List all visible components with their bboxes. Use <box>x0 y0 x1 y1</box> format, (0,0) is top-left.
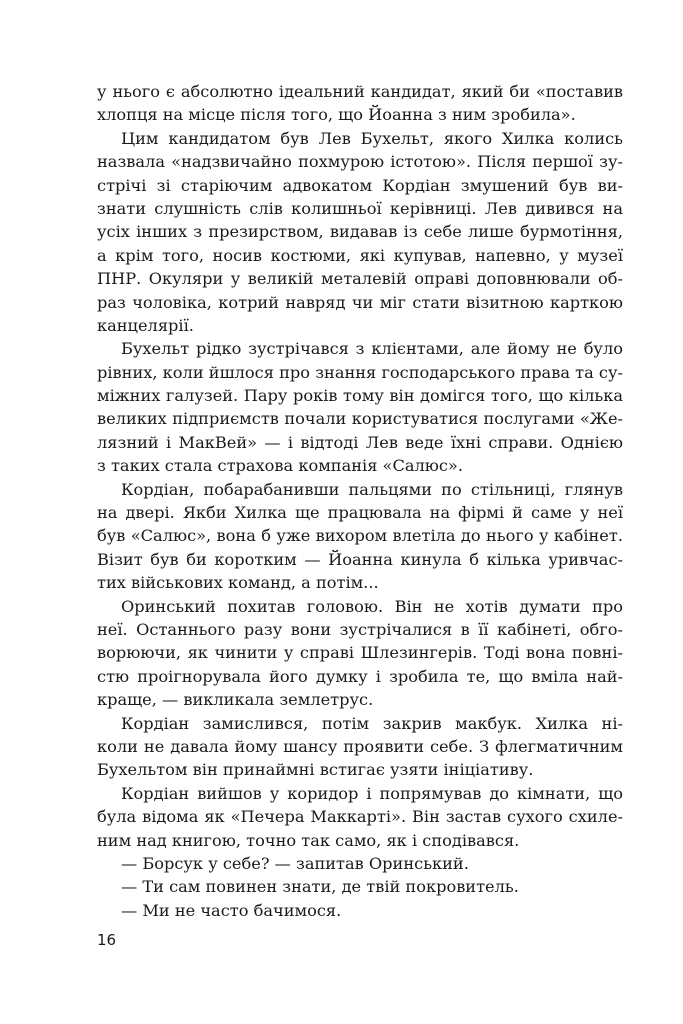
text-line: Цим кандидатом був Лев Бухельт, якого Хилка колись <box>121 128 623 148</box>
text-line: — Борсук у себе? — запитав Оринський. <box>121 853 469 873</box>
text-line: великих підприємств почали користуватися послугами «Же- <box>97 409 623 429</box>
text-line: — Ти сам повинен знати, де твій покровитель. <box>121 877 519 897</box>
text-line: ПНР. Окуляри у великій металевій оправі доповнювали об- <box>97 269 623 289</box>
text-line: з таких стала страхова компанія «Салюс». <box>97 456 463 476</box>
text-line: Оринський похитав головою. Він не хотів думати про <box>121 596 623 616</box>
text-line: Бухельтом він принаймні встигає узяти ініціативу. <box>97 760 534 780</box>
text-line: Кордіан, побарабанивши пальцями по стільниці, глянув <box>121 479 623 499</box>
text-line: раз чоловіка, котрий навряд чи міг стати візитною карткою <box>97 292 623 312</box>
text-line: ворюючи, як чинити у справі Шлезингерів. Тоді вона повні- <box>97 643 623 663</box>
text-line: Кордіан замислився, потім закрив макбук. Хилка ні- <box>121 713 623 733</box>
text-line: назвала «надзвичайно похмурою істотою». Після першої зу- <box>97 152 623 172</box>
text-line: стрічі зі старіючим адвокатом Кордіан змушений був ви- <box>97 175 623 195</box>
text-line: міжних галузей. Пару років тому він домігся того, що кілька <box>97 386 623 406</box>
text-line: лязний і МакВей» — і відтоді Лев веде їхні справи. Однією <box>97 432 623 452</box>
page-number: 16 <box>97 931 117 949</box>
text-line: стю проігнорувала його думку і зробила те, що вміла най- <box>97 666 623 686</box>
text-line: усіх інших з презирством, видавав із себе лише бурмотіння, <box>97 222 623 242</box>
text-line: — Ми не часто бачимося. <box>121 900 342 920</box>
text-line: був «Салюс», вона б уже вихором влетіла до нього у кабінет. <box>97 526 623 546</box>
body-text <box>97 80 623 922</box>
text-line: у нього є абсолютно ідеальний кандидат, який би «поставив <box>97 82 623 101</box>
text-line: хлопця на місце після того, що Йоанна з ним зробила». <box>97 105 576 125</box>
text-line: тих військових команд, а потім... <box>97 573 379 593</box>
text-line: була відома як «Печера Маккарті». Він застав сухого схиле- <box>97 807 623 827</box>
text-line: Бухельт рідко зустрічався з клієнтами, але йому не було <box>121 339 623 359</box>
text-line: Кордіан вийшов у коридор і попрямував до кімнати, що <box>121 783 623 803</box>
text-line: на двері. Якби Хилка ще працювала на фірмі й саме у неї <box>97 503 623 523</box>
text-line: Візит був би коротким — Йоанна кинула б кілька уривчас- <box>97 549 623 569</box>
text-line: краще, — викликала землетрус. <box>97 690 374 710</box>
text-line: ним над книгою, точно так само, як і сподівався. <box>97 830 520 850</box>
text-line: канцелярії. <box>97 315 194 335</box>
text-line: неї. Останнього разу вони зустрічалися в її кабінеті, обго- <box>97 619 623 639</box>
text-line: а крім того, носив костюми, які купував, напевно, у музеї <box>97 245 623 265</box>
text-line: знати слушність слів колишньої керівниці. Лев дивився на <box>97 198 623 218</box>
text-line: коли не давала йому шансу проявити себе. З флегматичним <box>97 736 623 756</box>
text-line: рівних, коли йшлося про знання господарського права та су- <box>97 362 623 382</box>
